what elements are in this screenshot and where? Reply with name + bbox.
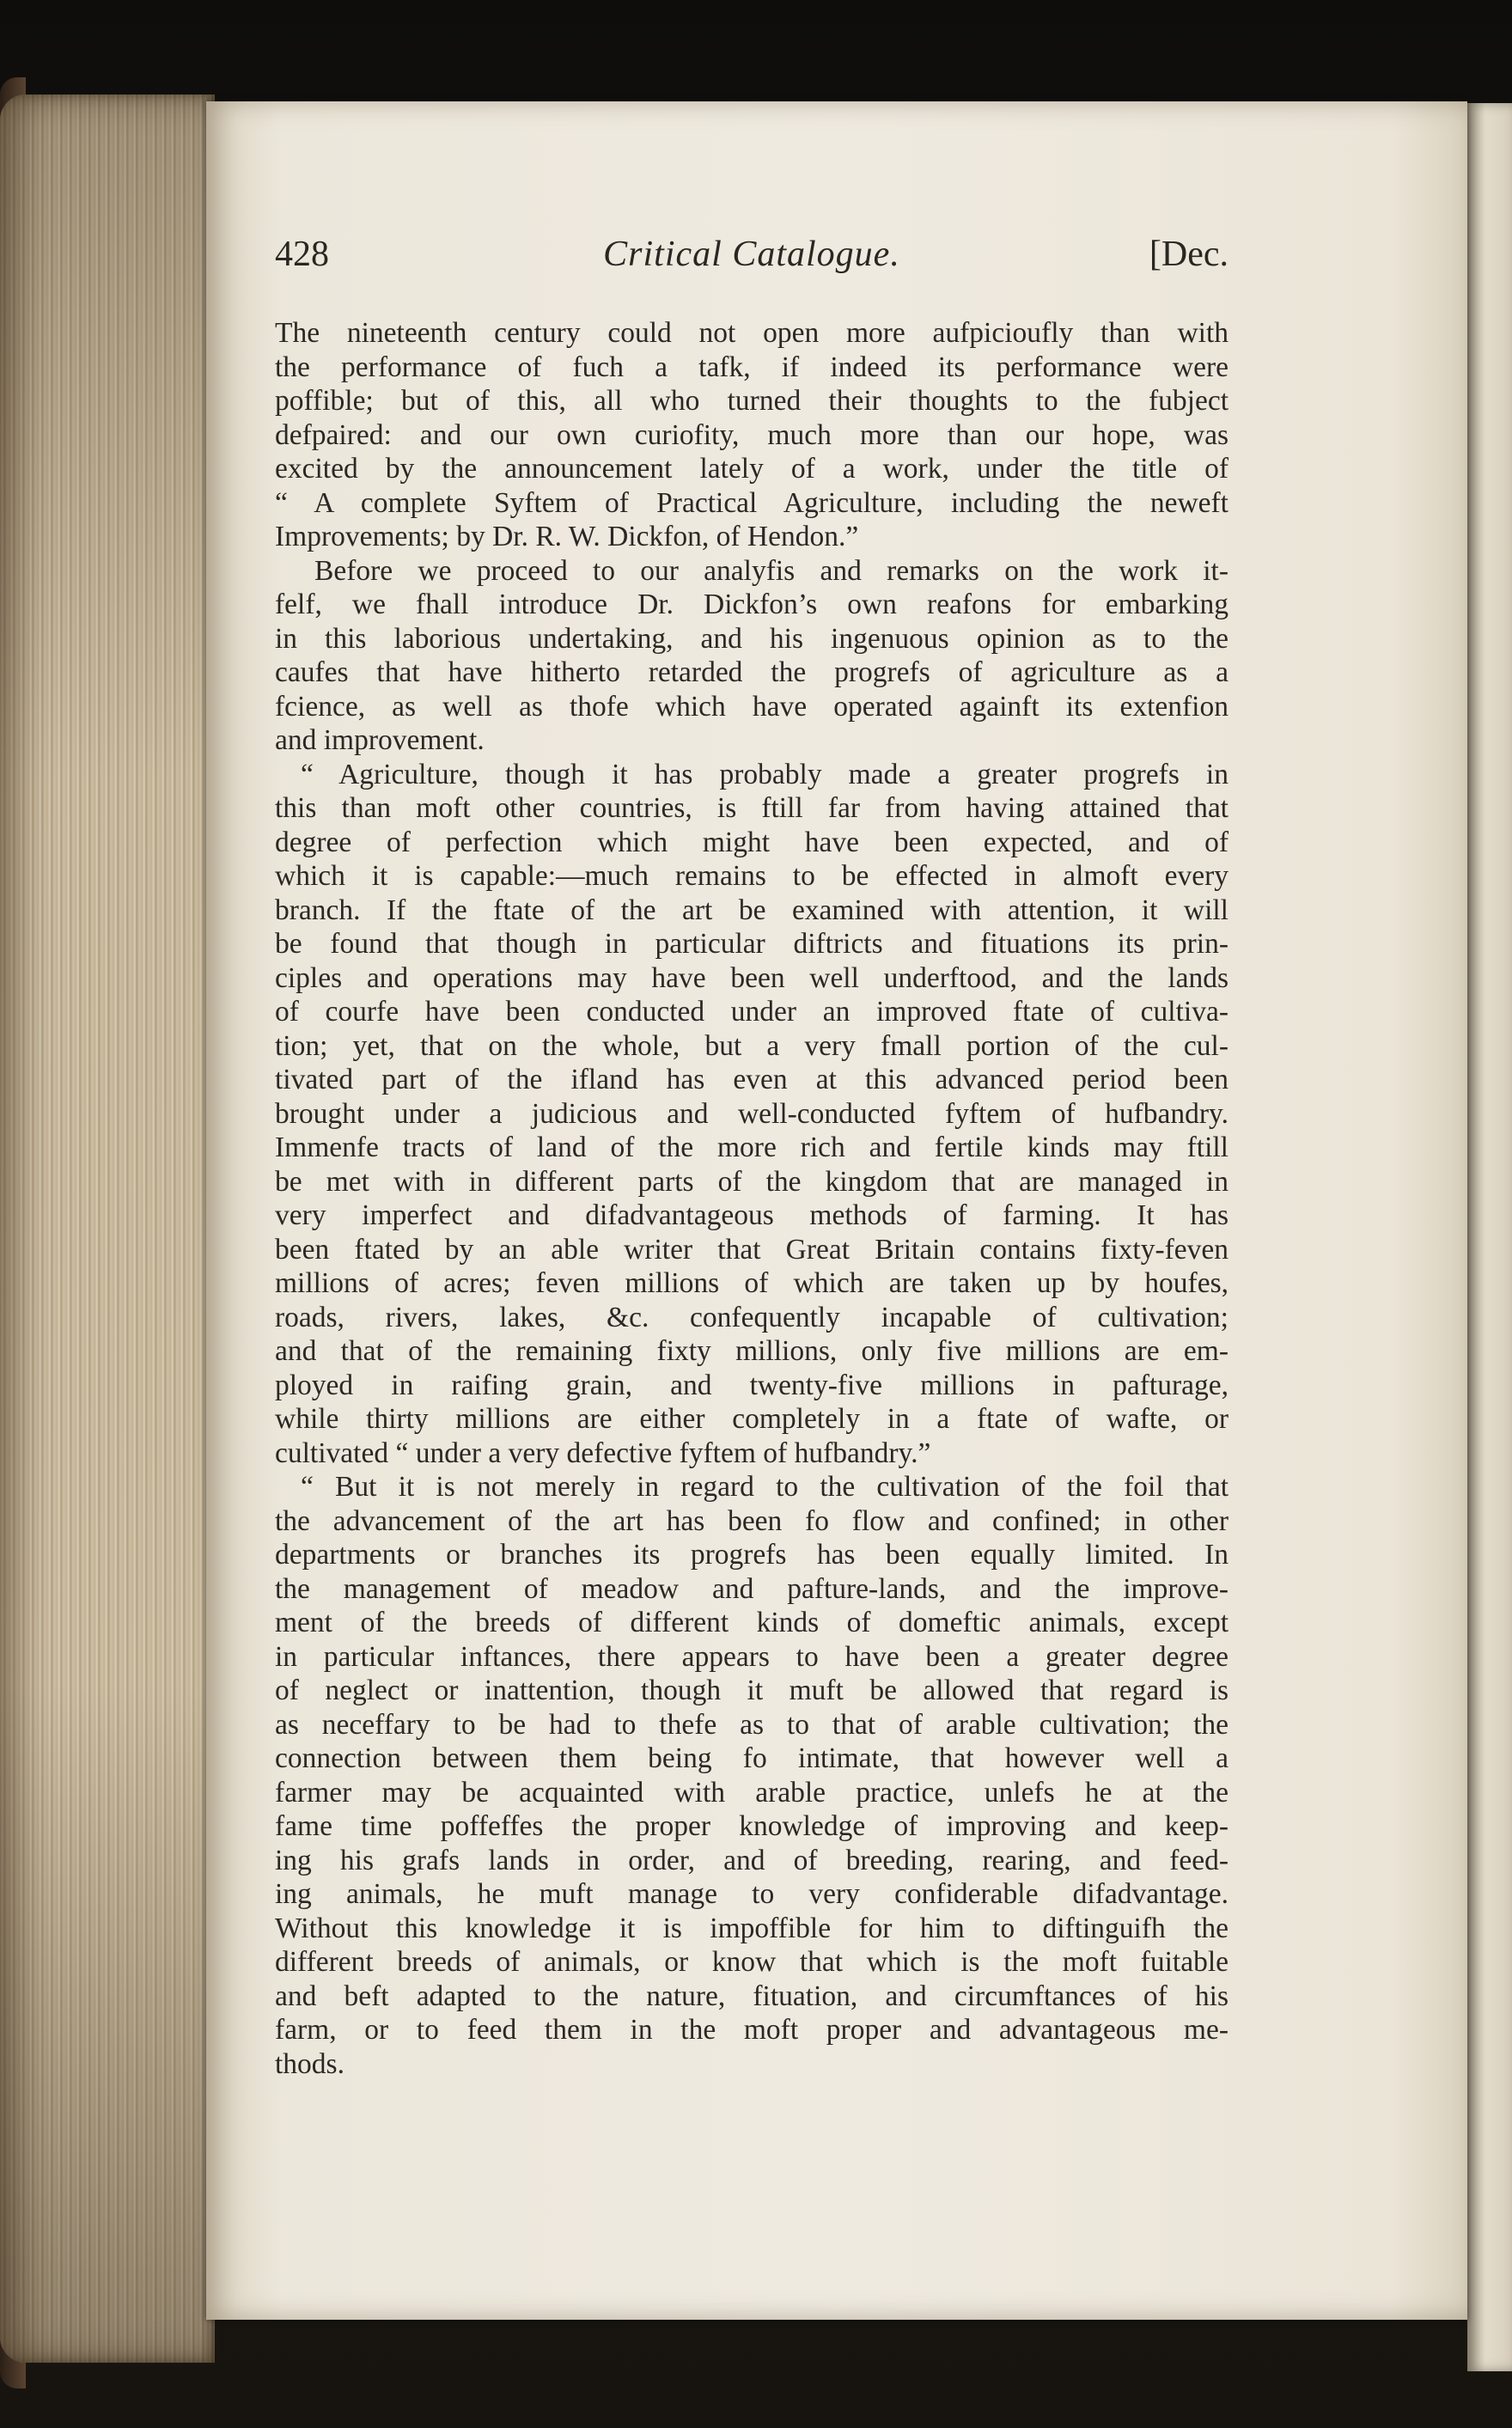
text-line: cultivated “ under a very defective fyftem of hufbandry.”: [275, 1437, 931, 1469]
text-line: roads, rivers, lakes, &c. confequently incapable of cultivation;: [275, 1301, 1228, 1333]
text-line: very imperfect and difadvantageous methods of farming. It has: [275, 1199, 1228, 1231]
text-line: thods.: [275, 2047, 344, 2080]
text-line: which it is capable:—much remains to be effected in almoft every: [275, 860, 1228, 892]
text-line: ing his grafs lands in order, and of breeding, rearing, and feed-: [275, 1844, 1228, 1876]
text-line: of neglect or inattention, though it muft be allowed that regard is: [275, 1675, 1228, 1706]
text-line: and improvement.: [275, 724, 485, 756]
text-line: Without this knowledge it is impoffible for him to diftinguifh the: [275, 1912, 1228, 1944]
text-line: the performance of fuch a tafk, if indeed its performance were: [275, 351, 1228, 383]
text-line: branch. If the ftate of the art be examined with attention, it will: [275, 894, 1228, 926]
text-line: tivated part of the ifland has even at this advanced period been: [275, 1064, 1228, 1095]
text-line: ciples and operations may have been well underftood, and the lands: [275, 961, 1228, 994]
text-line: tion; yet, that on the whole, but a very fmall portion of the cul-: [275, 1029, 1228, 1062]
text-line: connection between them being fo intimate, that however well a: [275, 1742, 1228, 1774]
text-line: the management of meadow and pafture-lands, and the improve-: [275, 1572, 1228, 1605]
text-line: be found that though in particular diftricts and fituations its prin-: [275, 928, 1228, 960]
text-line: The nineteenth century could not open more aufpicioufly than with: [275, 317, 1228, 349]
text-line: in this laborious undertaking, and his ingenuous opinion as to the: [275, 622, 1228, 655]
text-line: departments or branches its progrefs has been equally limited. In: [275, 1539, 1228, 1571]
text-line: the advancement of the art has been fo flow and confined; in other: [275, 1504, 1228, 1537]
text-line: and that of the remaining fixty millions, only five millions are em-: [275, 1335, 1228, 1367]
text-line: “ Agriculture, though it has probably made a greater progrefs in: [301, 758, 1228, 790]
facing-page-edge: [1467, 103, 1512, 2371]
running-title: Critical Catalogue.: [603, 235, 900, 274]
page-fore-edge: [0, 95, 215, 2363]
text-line: excited by the announcement lately of a work, under the title of: [275, 453, 1228, 485]
running-head: [275, 234, 1228, 285]
text-line: Improvements; by Dr. R. W. Dickfon, of Hendon.”: [275, 521, 859, 552]
text-line: while thirty millions are either completely in a ftate of wafte, or: [275, 1403, 1228, 1435]
text-line: farm, or to feed them in the moft proper and advantageous me-: [275, 2014, 1228, 2046]
page-number: 428: [275, 235, 329, 274]
text-line: farmer may be acquainted with arable practice, unlefs he at the: [275, 1776, 1228, 1809]
text-line: be met with in different parts of the kingdom that are managed in: [275, 1165, 1228, 1198]
text-line: of courfe have been conducted under an improved ftate of cultiva-: [275, 996, 1228, 1028]
text-line: fame time poffeffes the proper knowledge of improving and keep-: [275, 1810, 1228, 1842]
running-date: [Dec.: [1149, 235, 1228, 274]
text-line: defpaired: and our own curiofity, much more than our hope, was: [275, 418, 1228, 451]
text-line: different breeds of animals, or know that which is the moft fuitable: [275, 1946, 1228, 1978]
text-line: ing animals, he muft manage to very confiderable difadvantage.: [275, 1878, 1228, 1910]
text-line: brought under a judicious and well-conducted fyftem of hufbandry.: [275, 1097, 1228, 1130]
text-line: ment of the breeds of different kinds of domeftic animals, except: [275, 1607, 1228, 1638]
text-line: felf, we fhall introduce Dr. Dickfon’s own reafons for embarking: [275, 589, 1228, 620]
text-line: as neceffary to be had to thefe as to that of arable cultivation; the: [275, 1708, 1228, 1741]
text-line: ployed in raifing grain, and twenty-five millions in pafturage,: [275, 1369, 1228, 1401]
text-line: been ftated by an able writer that Great Britain contains fixty-feven: [275, 1233, 1228, 1266]
text-line: in particular inftances, there appears to have been a greater degree: [275, 1640, 1228, 1673]
text-line: millions of acres; feven millions of which are taken up by houfes,: [275, 1267, 1228, 1299]
text-line: “ But it is not merely in regard to the cultivation of the foil that: [301, 1471, 1228, 1503]
text-line: and beft adapted to the nature, fituation, and circumftances of his: [275, 1980, 1228, 2012]
text-line: fcience, as well as thofe which have operated againft its extenfion: [275, 690, 1228, 723]
text-line: this than moft other countries, is ftill far from having attained that: [275, 792, 1228, 824]
body-text: [275, 316, 1228, 2081]
text-line: caufes that have hitherto retarded the progrefs of agriculture as a: [275, 656, 1228, 688]
text-line: degree of perfection which might have been expected, and of: [275, 826, 1228, 858]
text-line: poffible; but of this, all who turned their thoughts to the fubject: [275, 385, 1228, 417]
text-line: “ A complete Syftem of Practical Agriculture, including the neweft: [275, 486, 1228, 519]
text-line: Immenfe tracts of land of the more rich and fertile kinds may ftill: [275, 1132, 1228, 1163]
text-line: Before we proceed to our analyfis and remarks on the work it-: [314, 554, 1228, 587]
